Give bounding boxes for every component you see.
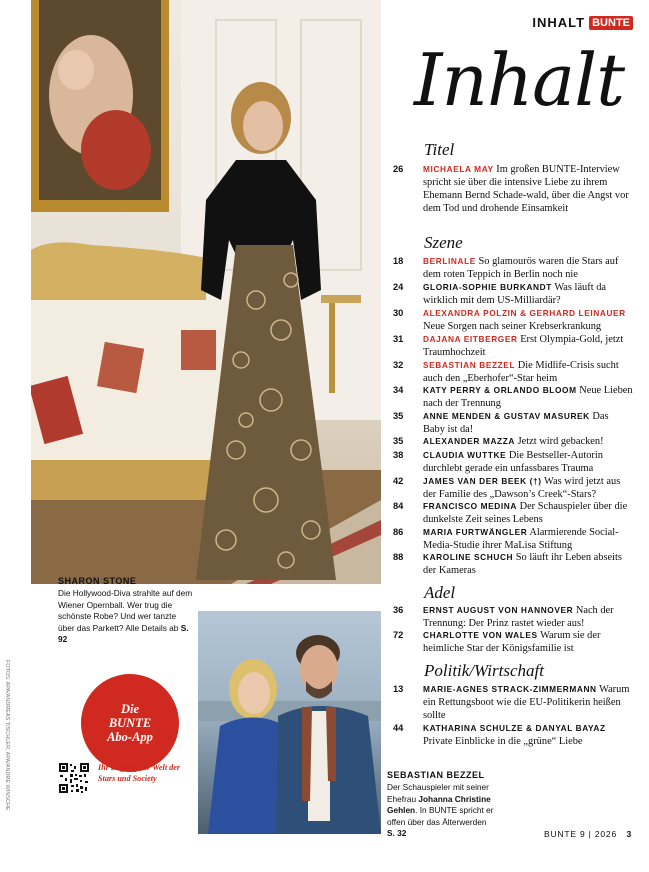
caption1-text bbox=[58, 588, 194, 646]
footer-separator: | bbox=[588, 829, 592, 839]
toc-entry[interactable] bbox=[393, 255, 633, 281]
toc-body bbox=[423, 435, 633, 448]
section-label: INHALT bbox=[532, 15, 586, 30]
toc-entry[interactable] bbox=[393, 449, 633, 475]
toc-text: Neue Sorgen nach seiner Krebserkrankung bbox=[423, 321, 602, 332]
page-footer bbox=[544, 829, 632, 839]
toc-page: 38 bbox=[393, 450, 404, 460]
footer-brand: BUNTE bbox=[543, 829, 577, 839]
badge-line3: Abo-App bbox=[107, 730, 153, 744]
toc-body bbox=[423, 683, 633, 722]
toc-name: GLORIA-SOPHIE BURKANDT bbox=[423, 282, 552, 292]
toc-text: Neue Lieben nach der Trennung bbox=[423, 385, 633, 409]
toc-body bbox=[423, 359, 633, 385]
toc-page: 42 bbox=[393, 476, 404, 486]
caption2-page-ref: S. 32 bbox=[387, 828, 407, 838]
photo-credit: FOTOS: APA/ANDREAS TISCHLER, APA/ANDRE WINSCHE bbox=[4, 660, 10, 811]
toc-text: So glamourös waren die Stars auf dem roten Teppich in Berlin noch nie bbox=[423, 256, 619, 280]
toc-text: Jetzt wird gebacken! bbox=[517, 436, 604, 447]
toc-text: Warum sie der heimliche Star der Königsfamilie ist bbox=[423, 630, 601, 654]
toc-body bbox=[423, 410, 633, 436]
footer-year: 2026 bbox=[594, 829, 617, 839]
toc-name: KATHARINA SCHULZE & DANYAL BAYAZ bbox=[423, 723, 606, 733]
photo2-caption bbox=[387, 770, 503, 840]
abo-app-badge[interactable] bbox=[81, 674, 179, 772]
toc-body bbox=[423, 449, 633, 475]
toc-page: 31 bbox=[393, 334, 404, 344]
toc-page: 32 bbox=[393, 360, 404, 370]
toc-page: 35 bbox=[393, 411, 404, 421]
toc-text: Warum ein Rettungsboot wie die EU-Politikerin heißen sollte bbox=[423, 684, 630, 721]
caption1-title: SHARON STONE bbox=[58, 576, 137, 586]
toc-name: FRANCISCO MEDINA bbox=[423, 501, 517, 511]
toc-name: KATY PERRY & ORLANDO BLOOM bbox=[423, 385, 577, 395]
toc-entry[interactable] bbox=[393, 281, 633, 307]
toc-page: 30 bbox=[393, 308, 404, 318]
toc-name: MARIE-AGNES STRACK-ZIMMERMANN bbox=[423, 684, 597, 694]
toc-entry[interactable] bbox=[393, 500, 633, 526]
toc-entry[interactable] bbox=[393, 359, 633, 385]
toc-text: Die Midlife-Crisis sucht auch den „Eberhofer“-Star heim bbox=[423, 360, 619, 384]
page-title: Inhalt bbox=[414, 38, 625, 122]
toc-entry[interactable] bbox=[393, 526, 633, 552]
toc-page: 35 bbox=[393, 436, 404, 446]
toc-body bbox=[423, 551, 633, 577]
toc-text: Private Einblicke in die „grüne“ Liebe bbox=[423, 736, 583, 747]
toc-name: JAMES VAN DER BEEK (†) bbox=[423, 476, 542, 486]
toc-body bbox=[423, 333, 633, 359]
toc-body bbox=[423, 722, 633, 748]
toc-name: ANNE MENDEN & GUSTAV MASUREK bbox=[423, 411, 590, 421]
toc-text: Die Bestseller-Autorin durchlebt gerade ein unfassbares Trauma bbox=[423, 450, 603, 474]
toc-page: 88 bbox=[393, 552, 404, 562]
toc-heading-politik: Politik/Wirtschaft bbox=[424, 661, 544, 680]
brand-logo: BUNTE bbox=[589, 16, 633, 30]
sharon-stone-photo bbox=[31, 0, 381, 584]
toc-heading-szene: Szene bbox=[424, 233, 463, 252]
toc-entry[interactable] bbox=[393, 551, 633, 577]
toc-body bbox=[423, 163, 633, 215]
toc-body bbox=[423, 526, 633, 552]
toc-body bbox=[423, 281, 633, 307]
toc-page: 24 bbox=[393, 282, 404, 292]
sebastian-bezzel-photo bbox=[198, 611, 381, 834]
badge-line1: Die bbox=[120, 702, 140, 716]
toc-entry[interactable] bbox=[393, 435, 633, 448]
toc-page: 86 bbox=[393, 527, 404, 537]
toc-body bbox=[423, 629, 633, 655]
photo2-illustration bbox=[198, 611, 381, 834]
toc-text: Das Baby ist da! bbox=[423, 411, 609, 435]
toc-entry[interactable] bbox=[393, 722, 633, 748]
badge-line2: BUNTE bbox=[108, 716, 152, 730]
toc-name: ALEXANDRA POLZIN & GERHARD LEINAUER bbox=[423, 308, 626, 318]
caption1-page-ref: S. 92 bbox=[58, 622, 189, 644]
toc-body bbox=[423, 475, 633, 501]
toc-name: DAJANA EITBERGER bbox=[423, 334, 518, 344]
toc-page: 84 bbox=[393, 501, 404, 511]
toc-text: Der Schauspieler über die dunkelste Zeit seines Lebens bbox=[423, 501, 628, 525]
caption2-title: SEBASTIAN BEZZEL bbox=[387, 770, 485, 780]
footer-issue: 9 bbox=[579, 829, 586, 839]
toc-text: So läuft ihr Leben abseits der Kameras bbox=[423, 552, 622, 576]
app-promo-text[interactable]: Ihr Zugang zur Welt der Stars und Society bbox=[98, 763, 181, 783]
qr-code-icon[interactable] bbox=[58, 762, 90, 794]
toc-body bbox=[423, 255, 633, 281]
toc-page: 13 bbox=[393, 684, 404, 694]
toc-entry[interactable] bbox=[393, 333, 633, 359]
toc-name: SEBASTIAN BEZZEL bbox=[423, 360, 516, 370]
toc-name: BERLINALE bbox=[423, 256, 476, 266]
caption2-text bbox=[387, 782, 503, 840]
toc-text: Erst Olympia-Gold, jetzt Traumhochzeit bbox=[423, 334, 624, 358]
toc-text: Im großen BUNTE-Interview spricht sie über die intensive Liebe zu ihrem Ehemann Bernd Schade-wald, über die Angst vor dem Tod und drohende Einsamkeit bbox=[423, 164, 629, 214]
photo1-illustration bbox=[31, 0, 381, 584]
toc-name: ALEXANDER MAZZA bbox=[423, 436, 515, 446]
toc-heading-titel: Titel bbox=[424, 140, 455, 159]
toc-entry[interactable] bbox=[393, 475, 633, 501]
toc-page: 44 bbox=[393, 723, 404, 733]
toc-name: MARIA FURTWÄNGLER bbox=[423, 527, 528, 537]
toc-page: 34 bbox=[393, 385, 404, 395]
toc-entry[interactable] bbox=[393, 163, 633, 215]
toc-text: Nach der Trennung: Der Prinz rastet wieder aus! bbox=[423, 605, 614, 629]
toc-body bbox=[423, 307, 633, 333]
toc-entry[interactable] bbox=[393, 629, 633, 655]
page-header bbox=[532, 15, 633, 30]
toc-name: CLAUDIA WUTTKE bbox=[423, 450, 507, 460]
toc-entry[interactable] bbox=[393, 604, 633, 630]
toc-name: CHARLOTTE VON WALES bbox=[423, 630, 538, 640]
toc-text: Was wird jetzt aus der Familie des „Dawson’s Creek“-Stars? bbox=[423, 476, 621, 500]
page-number: 3 bbox=[626, 829, 632, 839]
toc-page: 26 bbox=[393, 164, 404, 174]
caption2-bold-name: Johanna Christine Gehlen bbox=[387, 793, 491, 815]
toc-entry[interactable] bbox=[393, 410, 633, 436]
toc-page: 18 bbox=[393, 256, 404, 266]
toc-body bbox=[423, 604, 633, 630]
toc-entry[interactable] bbox=[393, 683, 633, 722]
toc-heading-adel: Adel bbox=[424, 583, 456, 602]
toc-entry[interactable] bbox=[393, 384, 633, 410]
toc-text: Alarmierende Social-Media-Studie ihrer MaLisa Stiftung bbox=[423, 527, 619, 551]
toc-body bbox=[423, 500, 633, 526]
caption2-body-b: . In BUNTE spricht er offen über das Älterwerden bbox=[387, 805, 494, 827]
toc-body bbox=[423, 384, 633, 410]
toc-name: MICHAELA MAY bbox=[423, 164, 494, 174]
toc-name: KAROLINE SCHUCH bbox=[423, 552, 514, 562]
caption1-body: Die Hollywood-Diva strahlte auf dem Wiener Opernball. Wer trug die schönste Robe? Und wer tanzte über das Parkett? Alle Details ab bbox=[58, 588, 193, 633]
toc-text: Was läuft da wirklich mit dem US-Milliardär? bbox=[423, 282, 607, 306]
photo1-caption bbox=[58, 576, 194, 646]
toc-page: 36 bbox=[393, 605, 404, 615]
caption2-body-a: Der Schauspieler mit seiner Ehefrau bbox=[387, 782, 489, 804]
toc-entry[interactable] bbox=[393, 307, 633, 333]
toc-page: 72 bbox=[393, 630, 404, 640]
toc-name: ERNST AUGUST VON HANNOVER bbox=[423, 605, 574, 615]
